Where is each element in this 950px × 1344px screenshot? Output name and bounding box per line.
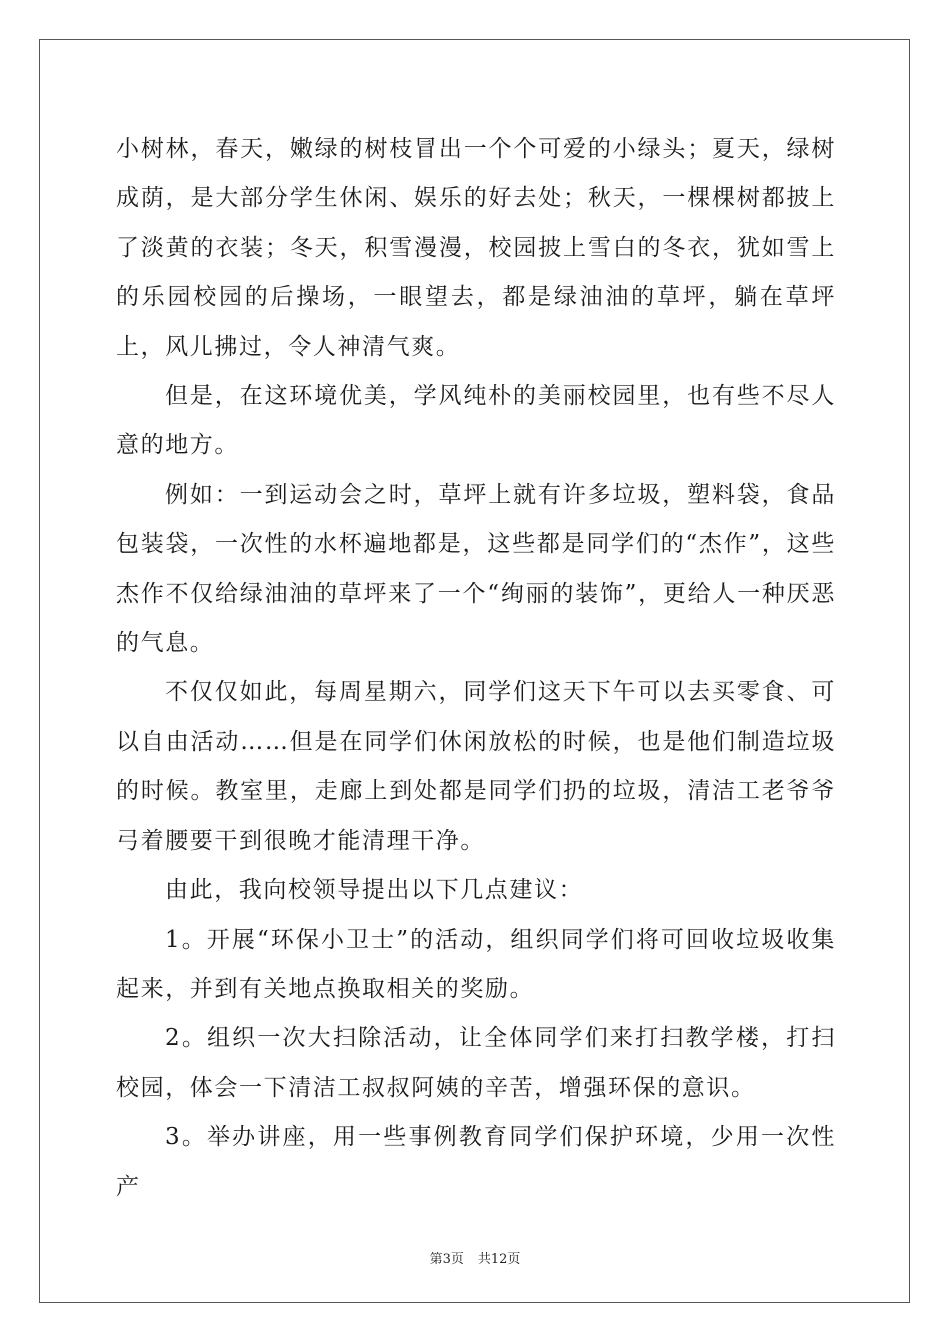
- page-footer: [0, 1248, 950, 1267]
- document-body: [116, 125, 836, 1212]
- paragraph: 1。开展“环保小卫士”的活动，组织同学们将可回收垃圾收集起来，并到有关地点换取相关的奖励。: [116, 926, 836, 1002]
- paragraph: 例如：一到运动会之时，草坪上就有许多垃圾，塑料袋，食品包装袋，一次性的水杯遍地都是，这些都是同学们的“杰作”，这些杰作不仅给绿油油的草坪来了一个“绚丽的装饰”，更给人一种厌恶的气息。: [116, 481, 836, 657]
- paragraph: 3。举办讲座，用一些事例教育同学们保护环境，少用一次性产: [116, 1124, 836, 1200]
- paragraph: 小树林，春天，嫩绿的树枝冒出一个个可爱的小绿头；夏天，绿树成荫，是大部分学生休闲、娱乐的好去处；秋天，一棵棵树都披上了淡黄的衣装；冬天，积雪漫漫，校园披上雪白的冬衣，犹如雪上的乐园校园的后操场，一眼望去，都是绿油油的草坪，躺在草坪上，风儿拂过，令人神清气爽。: [116, 136, 836, 360]
- page-number: 第3页: [429, 1252, 464, 1267]
- paragraph: 2。组织一次大扫除活动，让全体同学们来打扫教学楼，打扫校园，体会一下清洁工叔叔阿姨的辛苦，增强环保的意识。: [116, 1025, 836, 1101]
- paragraph: 不仅仅如此，每周星期六，同学们这天下午可以去买零食、可以自由活动……但是在同学们休闲放松的时候，也是他们制造垃圾的时候。教室里，走廊上到处都是同学们扔的垃圾，清洁工老爷爷弓着腰要干到很晚才能清理干净。: [116, 679, 836, 854]
- paragraph: 但是，在这环境优美，学风纯朴的美丽校园里，也有些不尽人意的地方。: [116, 383, 836, 459]
- paragraph: 由此，我向校领导提出以下几点建议：: [165, 877, 584, 904]
- page-total: 共12页: [477, 1252, 521, 1267]
